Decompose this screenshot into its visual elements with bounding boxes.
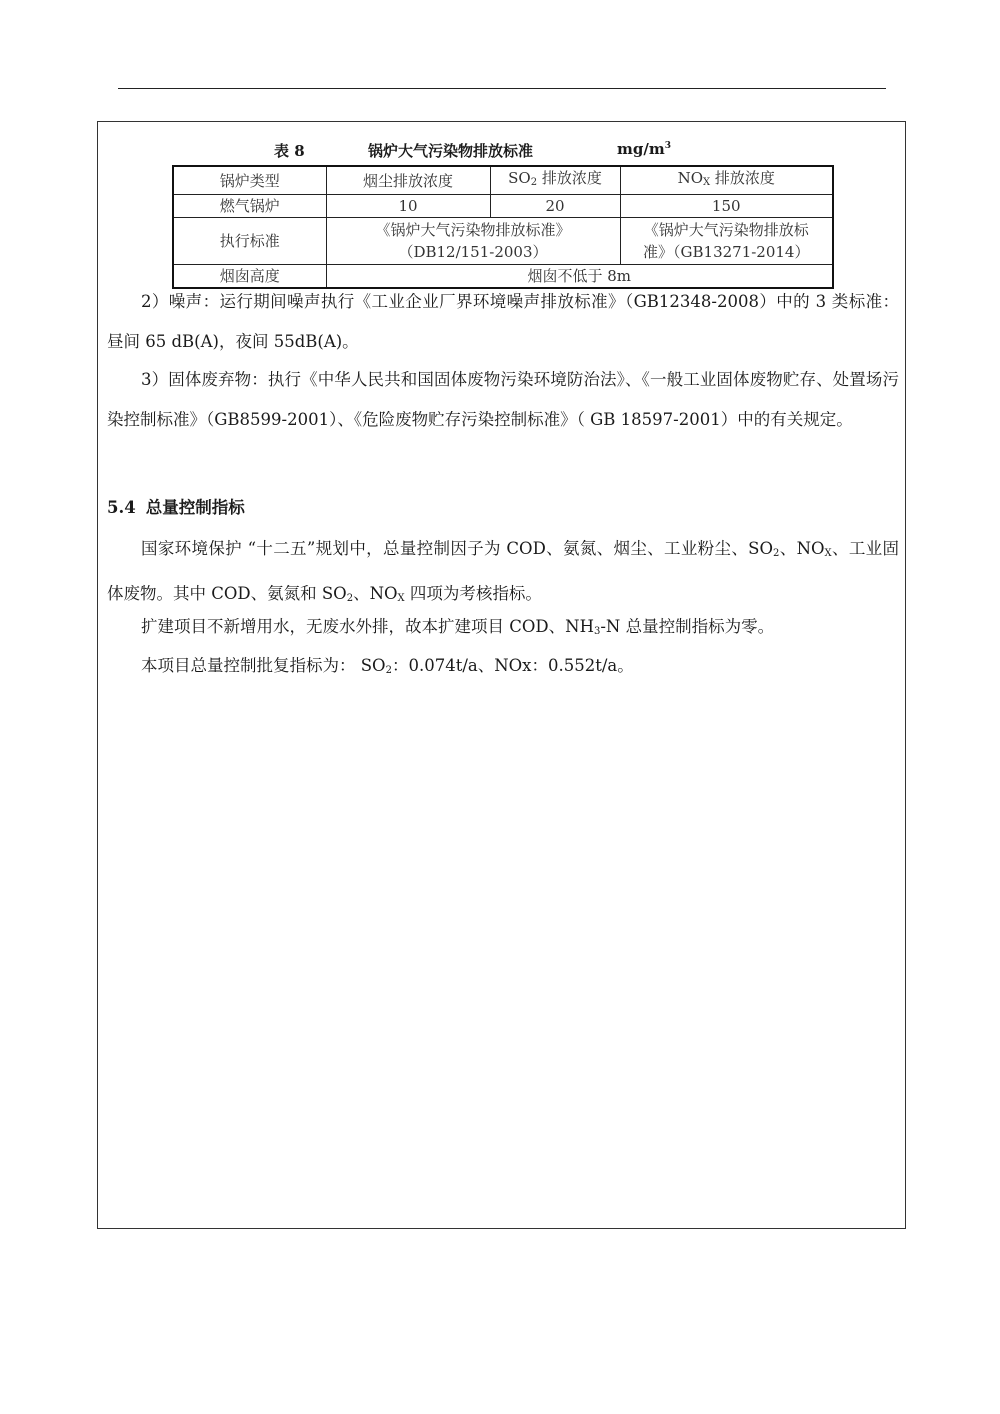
row-chimney-value: 烟囱不低于 8m	[326, 265, 833, 289]
section-number: 5.4	[107, 498, 136, 517]
table-unit: $mg/m^3$	[617, 140, 671, 158]
row-standard-label: 执行标准	[173, 218, 326, 265]
expansion-paragraph: 扩建项目不新增用水，无废水外排，故本扩建项目 COD、$NH_3-N$ 总量控制指标为零。	[141, 617, 775, 637]
header-so2: $SO_2$ 排放浓度	[490, 166, 620, 195]
row-gas-dust: 10	[326, 195, 490, 218]
row-chimney-label: 烟囱高度	[173, 265, 326, 289]
boiler-emission-table	[172, 165, 834, 289]
total-control-paragraph: 国家环境保护 “十二五”规划中，总量控制因子为 COD、氨氮、烟尘、工业粉尘、$SO_2$、$NO_X$、工业固体废物。其中 COD、氨氮和 $SO_2$、$NO_X$ 四项为考核指标。	[107, 539, 900, 604]
table-header-row	[173, 166, 833, 195]
table-row	[173, 218, 833, 265]
row-gas-label: 燃气锅炉	[173, 195, 326, 218]
section-heading	[107, 490, 245, 526]
noise-paragraph: 2）噪声：运行期间噪声执行《工业企业厂界环境噪声排放标准》（GB12348-2008）中的 3 类标准：昼间 65 dB(A)，夜间 55dB(A)。	[107, 292, 899, 351]
row-gas-nox: 150	[620, 195, 833, 218]
header-dust: 烟尘排放浓度	[326, 166, 490, 195]
header-boiler-type: 锅炉类型	[173, 166, 326, 195]
table-row	[173, 195, 833, 218]
row-standard-left: 《锅炉大气污染物排放标准》 （DB12/151-2003）	[326, 218, 620, 265]
table-number: 表 8	[274, 142, 305, 160]
section-title: 总量控制指标	[145, 498, 245, 517]
row-gas-so2: 20	[490, 195, 620, 218]
approval-paragraph: 本项目总量控制批复指标为： $SO_2$：0.074t/a、NOx：0.552t/a。	[141, 656, 634, 676]
table-title: 锅炉大气污染物排放标准	[368, 142, 534, 160]
table-caption	[0, 140, 1000, 160]
row-standard-right: 《锅炉大气污染物排放标 准》（GB13271-2014）	[620, 218, 833, 265]
solid-waste-paragraph: 3）固体废弃物：执行《中华人民共和国固体废物污染环境防治法》、《一般工业固体废物贮存、处置场污染控制标准》（GB8599-2001）、《危险废物贮存污染控制标准》（ GB 18597-2001）中的有关规定。	[107, 370, 899, 429]
header-rule	[118, 88, 886, 89]
header-nox: $NO_X$ 排放浓度	[620, 166, 833, 195]
